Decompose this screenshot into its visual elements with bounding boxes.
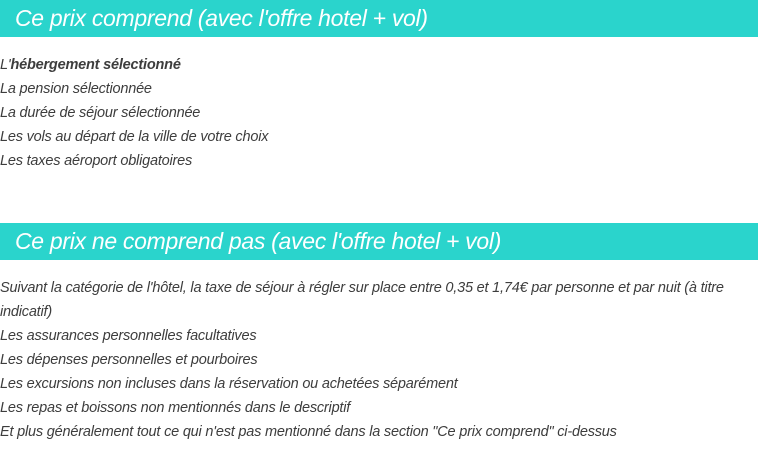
includes-list [0, 53, 758, 173]
list-item: Les taxes aéroport obligatoires [0, 153, 193, 169]
list-item [0, 53, 758, 77]
includes-title: Ce prix comprend (avec l'offre hotel + vol) [15, 5, 428, 31]
list-item: Suivant la catégorie de l'hôtel, la taxe de séjour à régler sur place entre 0,35 et 1,74€ par personne et par nuit (à titre indicatif) [0, 280, 724, 320]
list-item: Les assurances personnelles facultatives [0, 328, 257, 344]
list-item: Les vols au départ de la ville de votre choix [0, 129, 269, 145]
list-item: Les repas et boissons non mentionnés dans le descriptif [0, 400, 351, 416]
includes-section-header [0, 0, 758, 37]
list-item: Et plus généralement tout ce qui n'est pas mentionné dans la section "Ce prix comprend" ci-dessus [0, 424, 617, 440]
list-item: La pension sélectionnée [0, 81, 152, 97]
list-item: Les dépenses personnelles et pourboires [0, 352, 258, 368]
excludes-list [0, 276, 758, 444]
item-bold-text: hébergement sélectionné [10, 57, 181, 73]
list-item: La durée de séjour sélectionnée [0, 105, 201, 121]
excludes-section-header [0, 223, 758, 260]
excludes-title: Ce prix ne comprend pas (avec l'offre hotel + vol) [15, 228, 502, 254]
item-prefix: L' [0, 57, 11, 73]
list-item: Les excursions non incluses dans la réservation ou achetées séparément [0, 376, 458, 392]
